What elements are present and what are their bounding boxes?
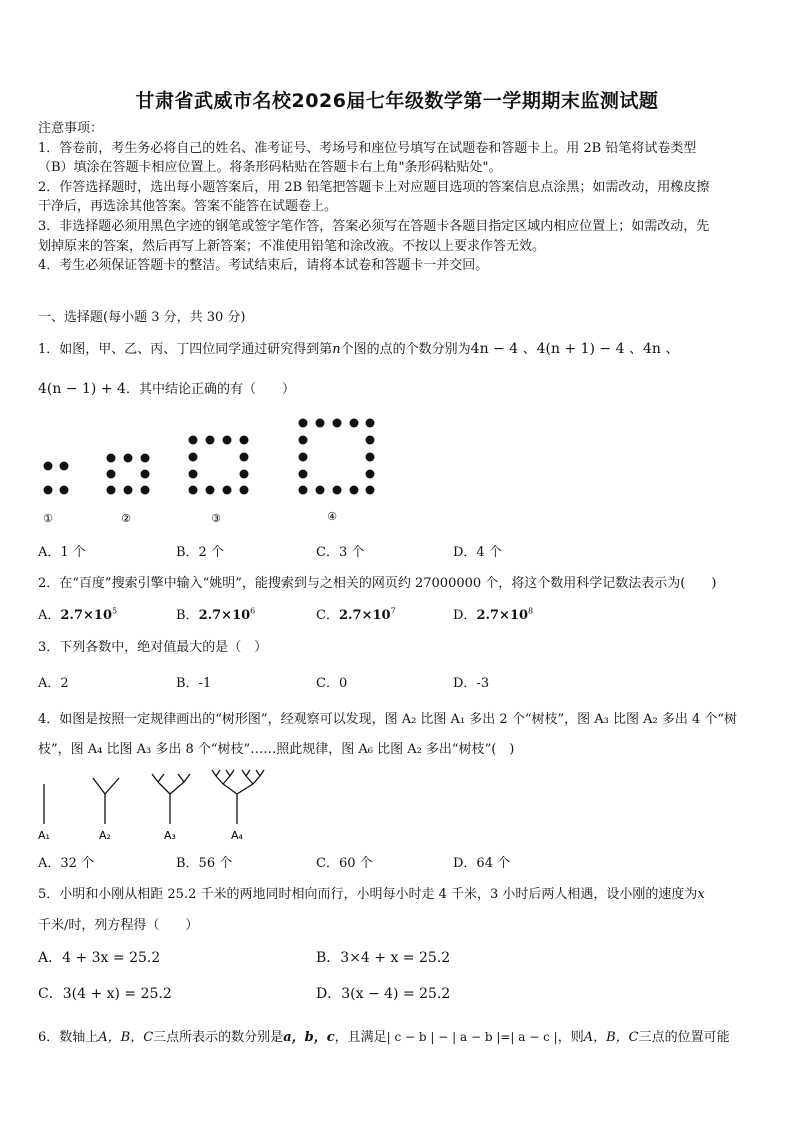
tree-a4 bbox=[212, 770, 264, 824]
q1-option-c[interactable]: C．3 个 bbox=[316, 545, 365, 560]
notes-line: 1．答卷前，考生务必将自己的姓名、准考证号、考场号和座位号填写在试题卷和答题卡上。用 2B 铅笔将试卷类型 bbox=[38, 140, 697, 156]
q1-stem bbox=[38, 338, 679, 358]
section-heading: 一、选择题(每小题 3 分，共 30 分) bbox=[38, 310, 246, 325]
q5-option-d[interactable]: D．3(x − 4) = 25.2 bbox=[316, 986, 451, 1002]
page-title: 甘肃省武威市名校2026届七年级数学第一学期期末监测试题 bbox=[135, 90, 659, 112]
q5-text-a: 5．小明和小刚从相距 25.2 千米的两地同时相向而行，小明每小时走 4 千米，3 小时后两人相遇，设小刚的速度为 bbox=[38, 887, 698, 902]
option-base: 2.7×10 bbox=[476, 608, 529, 623]
option-exp: 7 bbox=[390, 606, 396, 616]
notes-section bbox=[38, 119, 760, 276]
figure-2 bbox=[107, 454, 150, 495]
notes-header: 注意事项： bbox=[38, 121, 104, 136]
q5-option-a[interactable]: A．4 + 3x = 25.2 bbox=[38, 950, 161, 966]
q1-exprs: 4n − 4 、4(n + 1) − 4 、4n 、 bbox=[470, 341, 680, 357]
notes-line: 3．非选择题必须用黑色字迹的钢笔或签字笔作答，答案必须写在答题卡各题目指定区域内相应位置上；如需改动，先 bbox=[38, 218, 710, 234]
q1-option-d[interactable]: D．4 个 bbox=[453, 545, 502, 560]
option-exp: 8 bbox=[528, 606, 534, 616]
option-base: 2.7×10 bbox=[198, 608, 251, 623]
q6-points-2: A，B，C bbox=[583, 1030, 639, 1045]
q6-text-h: 三点的位置可能 bbox=[638, 1030, 730, 1045]
q1-text-a: 1．如图，甲、乙、丙、丁四位同学通过研究得到第 bbox=[38, 342, 333, 357]
q6-text-e: ，且满足 bbox=[334, 1030, 387, 1045]
q1-option-a[interactable]: A．1 个 bbox=[38, 545, 86, 560]
notes-line: （B）填涂在答题卡相应位置上。将条形码粘贴在答题卡右上角"条形码粘贴处"。 bbox=[38, 160, 502, 176]
option-base: 2.7×10 bbox=[60, 608, 112, 623]
q3-stem: 3．下列各数中，绝对值最大的是（ ） bbox=[38, 640, 268, 655]
q1-text-c: ．其中结论正确的有（ ） bbox=[125, 382, 295, 397]
q4-tree-figures bbox=[30, 766, 280, 846]
q5-option-b[interactable]: B．3×4 + x = 25.2 bbox=[316, 950, 451, 966]
q6-text-c: 三点所表示的数分别是 bbox=[153, 1030, 284, 1045]
option-label: D． bbox=[453, 608, 477, 623]
q4-stem-1: 4．如图是按照一定规律画出的“树形图”，经观察可以发现，图 A₂ 比图 A₁ 多出 2 个“树枝”，图 A₃ 比图 A₂ 多出 4 个“树 bbox=[38, 712, 738, 727]
q5-option-c[interactable]: C．3(4 + x) = 25.2 bbox=[38, 986, 172, 1002]
q6-expr: | c − b | − | a − b |=| a − c | bbox=[386, 1030, 558, 1044]
tree-a2 bbox=[93, 778, 119, 824]
notes-line: 4．考生必须保证答题卡的整洁。考试结束后，请将本试卷和答题卡一并交回。 bbox=[38, 258, 489, 274]
q1-dot-figures bbox=[30, 410, 390, 530]
q1-option-b[interactable]: B．2 个 bbox=[176, 545, 224, 560]
q6-text-f: ，则 bbox=[557, 1030, 584, 1045]
option-exp: 5 bbox=[112, 606, 118, 616]
option-base: 2.7×10 bbox=[338, 608, 391, 623]
q1-text-b: 个图的点的个数分别为 bbox=[340, 342, 471, 357]
q6-points: A，B，C bbox=[98, 1030, 154, 1045]
q2-option-c[interactable] bbox=[316, 604, 396, 623]
tree-label-2: A₂ bbox=[99, 829, 111, 842]
figure-4 bbox=[299, 419, 375, 495]
q3-option-c[interactable]: C．0 bbox=[316, 676, 348, 691]
figure-label-3: ③ bbox=[211, 512, 221, 525]
q1-stem-2 bbox=[38, 378, 295, 397]
q3-option-b[interactable]: B．-1 bbox=[176, 676, 212, 691]
tree-label-3: A₃ bbox=[164, 829, 176, 842]
tree-label-4: A₄ bbox=[231, 829, 243, 842]
q2-option-a[interactable] bbox=[38, 604, 117, 623]
q4-option-c[interactable]: C．60 个 bbox=[316, 856, 373, 871]
figure-3 bbox=[189, 436, 249, 495]
figure-label-1: ① bbox=[43, 512, 53, 525]
notes-line: 2．作答选择题时，选出每小题答案后，用 2B 铅笔把答题卡上对应题目选项的答案信息点涂黑；如需改动，用橡皮擦 bbox=[38, 179, 710, 195]
q4-option-a[interactable]: A．32 个 bbox=[38, 856, 95, 871]
q1-expr-4: 4(n − 1) + 4 bbox=[38, 381, 126, 397]
q5-stem-1 bbox=[38, 883, 705, 902]
figure-label-4: ④ bbox=[327, 510, 337, 523]
q2-option-b[interactable] bbox=[176, 604, 255, 623]
notes-line: 划掉原来的答案，然后再写上新答案；不准使用铅笔和涂改液。不按以上要求作答无效。 bbox=[38, 238, 546, 254]
tree-label-1: A₁ bbox=[38, 829, 50, 842]
q2-option-d[interactable] bbox=[453, 604, 533, 623]
q3-option-d[interactable]: D．-3 bbox=[453, 676, 490, 691]
figure-label-2: ② bbox=[121, 512, 131, 525]
q4-option-d[interactable]: D．64 个 bbox=[453, 856, 511, 871]
tree-a3 bbox=[152, 774, 190, 824]
q1-var-n: n bbox=[332, 342, 341, 357]
q6-stem bbox=[38, 1026, 730, 1045]
q6-text-a: 6．数轴上 bbox=[38, 1030, 99, 1045]
q6-vars: a，b，c bbox=[283, 1030, 335, 1045]
figure-1 bbox=[44, 462, 69, 495]
q4-option-b[interactable]: B．56 个 bbox=[176, 856, 233, 871]
q2-stem: 2．在“百度”搜索引擎中输入“姚明”，能搜索到与之相关的网页约 27000000 个，将这个数用科学记数法表示为( ) bbox=[38, 576, 717, 591]
notes-line: 干净后，再选涂其他答案。答案不能答在试题卷上。 bbox=[38, 199, 338, 215]
option-label: C． bbox=[316, 608, 339, 623]
option-label: A． bbox=[38, 608, 61, 623]
q3-option-a[interactable]: A．2 bbox=[38, 676, 69, 691]
q4-stem-2: 枝”，图 A₄ 比图 A₃ 多出 8 个“树枝”……照此规律，图 A₆ 比图 A₂ 多出“树枝”( ) bbox=[38, 742, 515, 757]
q5-var-x: x bbox=[697, 887, 705, 902]
q5-stem-2: 千米/时，列方程得（ ） bbox=[38, 918, 199, 933]
option-label: B． bbox=[176, 608, 199, 623]
option-exp: 6 bbox=[250, 606, 256, 616]
